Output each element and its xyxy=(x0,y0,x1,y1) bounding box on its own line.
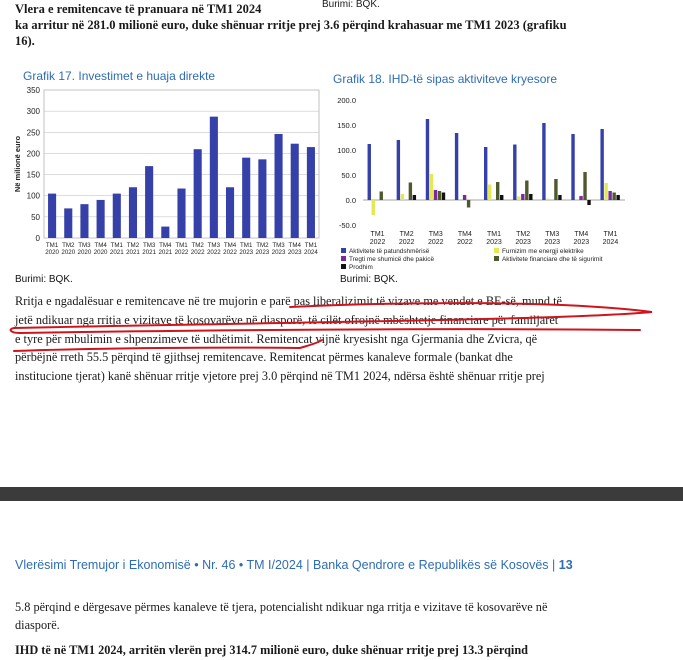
body-line-3: e tyre për mbulimin e shpenzimeve të udhëtimit. Remitencat vijnë kryesisht nga Gjermania dhe Zvicra, që xyxy=(15,332,538,346)
body-line-1: Rritja e ngadalësuar e remitencave në tre mujorin e parë pas liberalizimit të vizave me vendet e BE-së, mund të xyxy=(15,294,562,308)
chart17-bar xyxy=(307,147,315,238)
chart17-ytick-label: 50 xyxy=(31,212,40,222)
chart17-ytick-label: 300 xyxy=(26,107,40,117)
chart18-bar xyxy=(571,134,574,200)
chart18-ytick-label: 0.0 xyxy=(345,196,356,205)
chart17-xtick-label: TM1 xyxy=(45,242,59,249)
chart18-legend-label: Aktivitete të patundshmërisë xyxy=(349,248,430,255)
chart17-ylabel: Në milionë euro xyxy=(13,135,22,193)
chart18-fdi-by-activity xyxy=(326,90,638,275)
chart18-legend-label: Aktivitete financiare dhe të sigurimit xyxy=(502,256,603,263)
chart18-source: Burimi: BQK. xyxy=(340,274,398,285)
chart17-xtick-label: 2023 xyxy=(271,249,286,256)
chart18-bar xyxy=(513,145,516,201)
chart18-bar xyxy=(434,190,437,200)
chart18-bar xyxy=(616,195,619,200)
section-heading-line3: 16). xyxy=(15,34,35,48)
chart17-xtick-label: TM3 xyxy=(142,242,156,249)
red-annotation-underline xyxy=(0,300,683,360)
page-header-text: Vlerësimi Tremujor i Ekonomisë • Nr. 46 • TM I/2024 | Banka Qendrore e Republikës së Kosovës | xyxy=(15,558,556,572)
chart17-ytick-label: 200 xyxy=(26,149,40,159)
chart17-ytick-label: 0 xyxy=(35,234,40,243)
chart18-xtick-label: TM2 xyxy=(399,231,414,238)
chart17-xtick-label: 2024 xyxy=(304,249,318,256)
chart17-xtick-label: 2022 xyxy=(190,249,205,256)
chart17-ytick-label: 150 xyxy=(26,170,40,180)
chart18-bar xyxy=(455,133,458,200)
chart17-bar xyxy=(177,189,185,238)
chart18-legend-swatch xyxy=(494,256,499,261)
chart18-bar xyxy=(463,195,466,200)
chart17-xtick-label: TM4 xyxy=(288,242,301,249)
chart18-bar xyxy=(409,183,412,201)
chart18-bar xyxy=(397,140,400,200)
chart18-legend-swatch xyxy=(341,264,346,269)
chart17-xtick-label: TM1 xyxy=(240,242,253,249)
chart17-xtick-label: 2020 xyxy=(77,249,92,256)
chart18-xtick-label: TM1 xyxy=(487,231,501,238)
chart17-bar xyxy=(80,204,88,238)
chart17-bar xyxy=(97,200,105,238)
chart18-bar xyxy=(372,200,375,215)
page2-cut-line: IHD të në TM1 2024, arritën vlerën prej 314.7 milionë euro, duke shënuar rritje prej 13.3 përqind xyxy=(15,643,529,657)
chart17-xtick-label: 2021 xyxy=(142,249,157,256)
chart17-xtick-label: 2022 xyxy=(174,249,189,256)
chart18-bar xyxy=(438,191,441,200)
page-separator xyxy=(0,487,683,501)
chart18-title: Grafik 18. IHD-të sipas aktiviteve kryesore xyxy=(333,72,558,86)
chart17-xtick-label: TM2 xyxy=(191,242,204,249)
chart17-xtick-label: TM1 xyxy=(175,242,188,249)
chart18-xtick-label: 2023 xyxy=(544,239,561,246)
chart17-bar xyxy=(145,166,153,238)
chart17-xtick-label: 2023 xyxy=(239,249,254,256)
chart18-legend-label: Prodhim xyxy=(349,264,373,271)
chart17-title: Grafik 17. Investimet e huaja direkte xyxy=(23,69,216,83)
body-line-4: përbëjnë rreth 55.5 përqind të gjithsej remitencave. Remitencat përmes kanaleve formale (bankat dhe xyxy=(15,350,513,364)
chart17-bar xyxy=(291,144,299,238)
chart18-bar xyxy=(583,172,586,200)
chart17-xtick-label: TM3 xyxy=(78,242,91,249)
chart18-bar xyxy=(430,174,433,200)
body-line-2: jetë ndikuar nga rritja e vizitave të kosovarëve në diasporë, të cilët ofrojnë mbështetje financiare për familjaret xyxy=(15,313,559,327)
chart18-bar xyxy=(604,183,607,200)
chart18-bar xyxy=(401,194,404,200)
chart18-bar xyxy=(413,195,416,200)
chart17-xtick-label: TM4 xyxy=(94,242,107,249)
chart18-xtick-label: TM3 xyxy=(428,231,443,238)
chart18-ytick-label: -50.0 xyxy=(338,221,356,230)
chart18-xtick-label: 2022 xyxy=(457,239,473,246)
chart17-xtick-label: TM4 xyxy=(159,242,172,249)
chart17-xtick-label: 2020 xyxy=(93,249,108,256)
chart17-ytick-label: 100 xyxy=(26,191,40,201)
chart18-xtick-label: 2022 xyxy=(398,239,415,246)
chart17-xtick-label: TM3 xyxy=(207,242,221,249)
chart18-bar xyxy=(542,123,545,200)
chart17-bar xyxy=(113,194,121,238)
chart18-bar xyxy=(587,200,590,205)
page-header xyxy=(15,558,573,572)
chart18-legend-label: Tregti me shumicë dhe pakicë xyxy=(349,256,435,263)
chart17-xtick-label: TM1 xyxy=(304,242,318,249)
chart18-xtick-label: TM1 xyxy=(603,231,618,238)
chart17-bar xyxy=(48,194,56,238)
chart18-xtick-label: 2024 xyxy=(602,239,619,246)
chart17-bar xyxy=(258,159,266,238)
chart18-bar xyxy=(575,199,578,200)
chart17-xtick-label: 2023 xyxy=(255,249,270,256)
chart17-xtick-label: 2020 xyxy=(61,249,76,256)
chart18-xtick-label: TM4 xyxy=(457,231,472,238)
chart17-bar xyxy=(242,158,250,238)
chart17-xtick-label: 2022 xyxy=(223,249,237,256)
chart18-legend-swatch xyxy=(494,248,499,253)
chart18-bar xyxy=(612,193,615,201)
chart18-bar xyxy=(600,129,603,200)
chart17-source: Burimi: BQK. xyxy=(15,274,73,285)
chart18-ytick-label: 50.0 xyxy=(341,171,356,180)
page-number: 13 xyxy=(558,558,573,572)
chart18-bar xyxy=(608,191,611,200)
chart18-ytick-label: 200.0 xyxy=(337,96,356,105)
chart17-bar xyxy=(129,187,137,238)
chart18-ytick-label: 150.0 xyxy=(337,121,356,130)
chart18-bar xyxy=(488,185,491,201)
chart18-bar xyxy=(467,200,470,208)
chart17-bar xyxy=(275,134,283,238)
chart17-xtick-label: TM2 xyxy=(126,242,140,249)
chart17-xtick-label: TM4 xyxy=(223,242,237,249)
chart18-bar xyxy=(558,195,561,200)
chart18-bar xyxy=(380,192,383,201)
chart18-bar xyxy=(517,197,520,201)
chart18-legend-swatch xyxy=(341,256,346,261)
chart17-bar xyxy=(194,149,202,238)
chart18-xtick-label: 2023 xyxy=(573,239,590,246)
heading-source-note: Burimi: BQK. xyxy=(322,0,380,10)
chart18-xtick-label: 2022 xyxy=(369,239,386,246)
chart18-bar xyxy=(500,195,503,200)
chart18-bar xyxy=(529,194,532,200)
chart18-bar xyxy=(496,182,499,200)
chart18-bar xyxy=(546,199,549,201)
page2-body-line-1: 5.8 përqind e dërgesave përmes kanaleve të tjera, potencialisht ndikuar nga rritja e vizitave të kosovarëve në xyxy=(15,600,548,614)
chart17-ytick-label: 350 xyxy=(26,86,40,95)
chart17-xtick-label: TM2 xyxy=(256,242,269,249)
chart17-xtick-label: 2021 xyxy=(158,249,173,256)
chart18-bar xyxy=(525,181,528,201)
chart18-bar xyxy=(554,179,557,200)
chart17-xtick-label: 2022 xyxy=(206,249,221,256)
chart17-xtick-label: TM1 xyxy=(110,242,123,249)
chart18-bar xyxy=(484,147,487,200)
chart18-bar xyxy=(579,196,582,200)
chart17-xtick-label: 2021 xyxy=(126,249,140,256)
section-heading-line2: ka arritur në 281.0 milionë euro, duke shënuar rritje prej 3.6 përqind krahasuar me TM1 2023 (grafiku xyxy=(15,18,567,32)
chart17-xtick-label: TM2 xyxy=(62,242,75,249)
chart17-xtick-label: 2023 xyxy=(287,249,302,256)
chart17-xtick-label: 2021 xyxy=(109,249,124,256)
chart18-xtick-label: TM1 xyxy=(370,231,385,238)
chart18-legend-label: Furnizim me energji elektrike xyxy=(502,248,584,255)
chart17-xtick-label: TM3 xyxy=(272,242,285,249)
chart17-fdi xyxy=(12,85,324,269)
chart17-bar xyxy=(161,227,169,238)
chart17-bar xyxy=(64,208,72,238)
section-heading-line1: Vlera e remitencave të pranuara në TM1 2024 xyxy=(15,2,262,16)
chart18-xtick-label: TM3 xyxy=(545,231,560,238)
chart18-bar xyxy=(368,144,371,200)
chart18-legend-swatch xyxy=(341,248,346,253)
chart18-xtick-label: 2023 xyxy=(515,239,531,246)
chart18-xtick-label: 2023 xyxy=(486,239,502,246)
chart18-xtick-label: TM2 xyxy=(516,231,531,238)
chart18-ytick-label: 100.0 xyxy=(337,146,356,155)
chart17-bar xyxy=(210,117,218,238)
page2-body-line-2: diasporë. xyxy=(15,618,60,632)
body-line-5: institucione tjerat) kanë shënuar rritje vjetore prej 3.0 përqind në TM1 2024, ndërsa është shënuar rritje prej xyxy=(15,369,545,383)
chart18-bar xyxy=(521,194,524,200)
chart18-xtick-label: TM4 xyxy=(574,231,589,238)
chart18-xtick-label: 2022 xyxy=(427,239,444,246)
chart18-bar xyxy=(426,119,429,200)
chart17-bar xyxy=(226,187,234,238)
chart17-ytick-label: 250 xyxy=(26,128,40,138)
chart17-xtick-label: 2020 xyxy=(45,249,59,256)
chart18-bar xyxy=(442,193,445,201)
